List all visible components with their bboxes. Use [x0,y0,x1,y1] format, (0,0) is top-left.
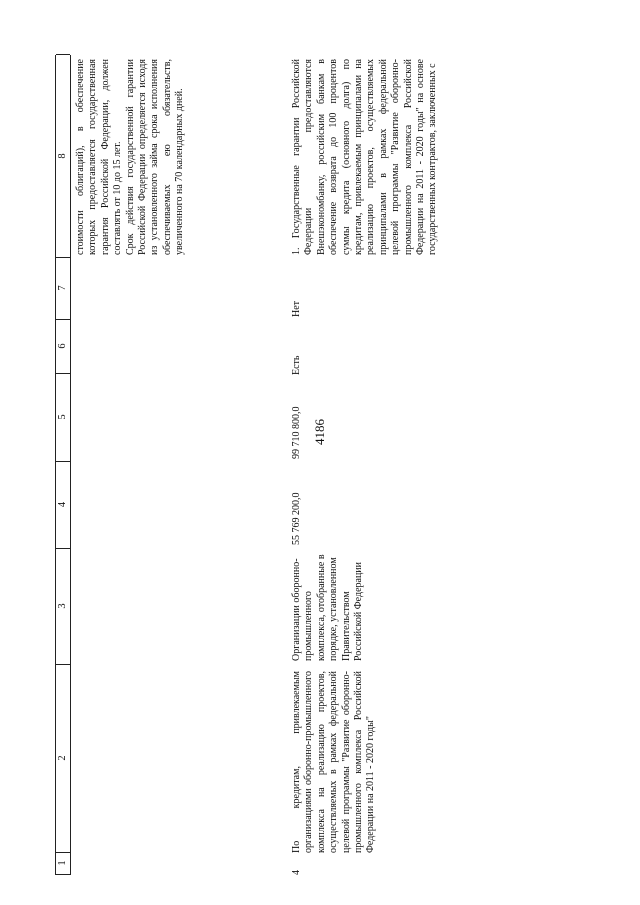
row4-col4-amount: 55 769 200,0 [291,492,302,545]
row4-number: 4 [291,870,302,875]
continued-paragraph-1: стоимости облигаций), в обеспечение которых предоставляется государственная гарантия Российской Федерации, должен составлять от 10 до 15 лет. [75,59,124,255]
row4-col2-description: По кредитам, привлекаемым организациями оборонно-промышленного комплекса на реализацию проектов, осуществляемых в рамках федеральной целевой программы "Развитие оборонно-промышленного комплекса Российской Федерации на 2011 - 2020 годы" [291,671,377,853]
page-number: 4186 [312,419,327,445]
rotated-table-page [55,55,640,875]
row4-col7-provision: Нет [291,300,302,317]
row4-col3-recipients: Организации оборонно-промышленного комплекса, отобранные в порядке, установленном Правительством Российской Федерации [291,554,365,661]
row4-col8-conditions: 1. Государственные гарантии Российской Федерации предоставляются Внешэкономбанку, российским банкам в обеспечение возврата до 100 процентов суммы кредита (основного долга) по кредитам, привлекаемым принципалами на реализацию проектов, осуществляемых принципалами в рамках федеральной целевой программы "Развитие оборонно-промышленного комплекса Российской Федерации на 2011 - 2020 годы" на основе государственных контрактов, заключенных с [291,59,439,255]
continued-row-col8 [75,59,187,255]
row4-col5-amount: 99 710 800,0 [291,406,302,459]
header-cell-6: 6 [56,319,70,374]
row4-col6-regress: Есть [291,355,302,375]
table-header-row [55,55,71,875]
header-cell-5: 5 [56,373,70,462]
header-cell-8: 8 [56,54,70,258]
header-cell-3: 3 [56,548,70,665]
header-cell-2: 2 [56,664,70,853]
header-cell-4: 4 [56,461,70,549]
continued-paragraph-2: Срок действия государственной гарантии Российской Федерации определяется исходя из установленного займа срока исполнения обеспечиваемых ею обязательств, увеличенного на 70 календарных дней. [124,59,186,255]
header-cell-7: 7 [56,257,70,320]
header-cell-1: 1 [56,852,70,875]
